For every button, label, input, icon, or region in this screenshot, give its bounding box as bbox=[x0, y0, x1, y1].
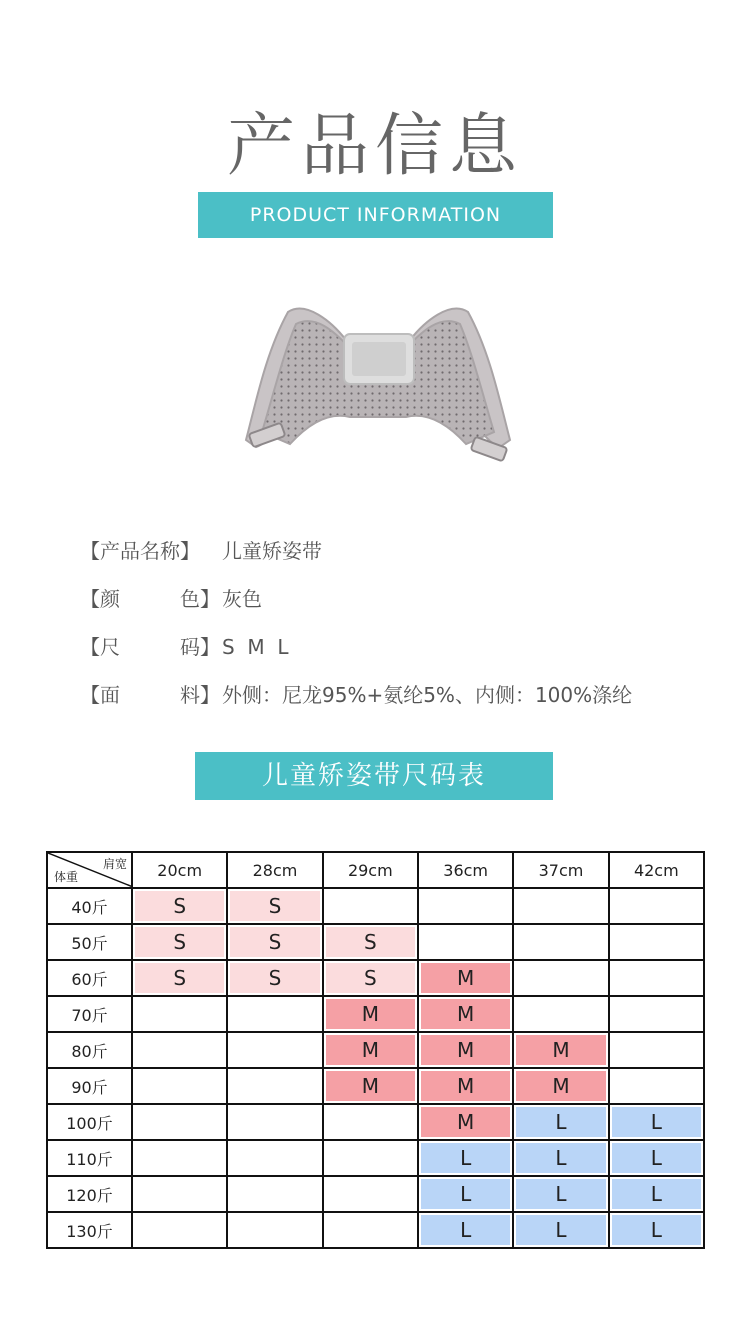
row-header-weight: 50斤 bbox=[47, 924, 132, 960]
size-cell-value: L bbox=[421, 1215, 510, 1245]
size-cell-value: M bbox=[326, 1071, 415, 1101]
size-cell bbox=[609, 888, 704, 924]
size-cell-value bbox=[230, 1035, 319, 1065]
size-cell-value: L bbox=[612, 1143, 701, 1173]
size-cell-value bbox=[326, 891, 415, 921]
row-header-weight: 100斤 bbox=[47, 1104, 132, 1140]
size-cell bbox=[323, 1176, 418, 1212]
posture-corrector-image bbox=[236, 292, 520, 478]
table-row bbox=[47, 1032, 704, 1068]
size-cell-value: L bbox=[421, 1143, 510, 1173]
column-header: 28cm bbox=[227, 852, 322, 888]
size-cell bbox=[132, 960, 227, 996]
size-cell bbox=[227, 1212, 322, 1248]
size-cell bbox=[132, 1032, 227, 1068]
size-cell-value bbox=[612, 999, 701, 1029]
size-cell bbox=[513, 960, 608, 996]
size-cell bbox=[132, 1212, 227, 1248]
corner-label-shoulder: 肩宽 bbox=[102, 857, 127, 871]
size-cell bbox=[418, 1032, 513, 1068]
size-cell-value: M bbox=[516, 1071, 605, 1101]
size-cell-value: S bbox=[135, 963, 224, 993]
size-cell bbox=[513, 1212, 608, 1248]
size-cell-value bbox=[612, 963, 701, 993]
page-title: 产品信息 bbox=[226, 107, 523, 186]
table-row bbox=[47, 960, 704, 996]
size-cell bbox=[227, 1104, 322, 1140]
size-cell bbox=[513, 1176, 608, 1212]
info-key-name: 【产品名称】 bbox=[80, 539, 200, 563]
size-cell-value bbox=[135, 1035, 224, 1065]
size-chart-corner bbox=[47, 852, 132, 888]
size-cell-value: L bbox=[516, 1215, 605, 1245]
size-cell bbox=[132, 924, 227, 960]
size-cell bbox=[513, 1140, 608, 1176]
size-cell bbox=[513, 924, 608, 960]
size-cell bbox=[323, 1104, 418, 1140]
info-row-color bbox=[80, 583, 720, 631]
size-cell-value: M bbox=[516, 1035, 605, 1065]
size-cell-value bbox=[326, 1107, 415, 1137]
size-cell bbox=[323, 1140, 418, 1176]
column-header: 36cm bbox=[418, 852, 513, 888]
size-cell bbox=[418, 1104, 513, 1140]
size-cell bbox=[132, 888, 227, 924]
size-cell bbox=[609, 1140, 704, 1176]
size-cell bbox=[227, 1140, 322, 1176]
size-cell bbox=[227, 1176, 322, 1212]
size-cell-value: S bbox=[230, 927, 319, 957]
size-cell bbox=[513, 888, 608, 924]
size-cell-value: S bbox=[326, 927, 415, 957]
size-cell-value: L bbox=[421, 1179, 510, 1209]
size-cell bbox=[418, 960, 513, 996]
size-cell bbox=[418, 1140, 513, 1176]
size-cell-value bbox=[230, 999, 319, 1029]
size-cell-value bbox=[326, 1143, 415, 1173]
row-header-weight: 60斤 bbox=[47, 960, 132, 996]
size-cell-value: M bbox=[421, 1035, 510, 1065]
table-row bbox=[47, 888, 704, 924]
info-row-size bbox=[80, 631, 720, 679]
size-cell-value bbox=[230, 1143, 319, 1173]
size-cell-value bbox=[516, 891, 605, 921]
table-row bbox=[47, 924, 704, 960]
size-cell bbox=[513, 1032, 608, 1068]
size-cell-value bbox=[612, 1071, 701, 1101]
size-cell-value bbox=[421, 927, 510, 957]
column-header: 29cm bbox=[323, 852, 418, 888]
size-cell bbox=[323, 1032, 418, 1068]
size-cell-value bbox=[135, 1215, 224, 1245]
size-cell bbox=[418, 996, 513, 1032]
size-cell bbox=[513, 996, 608, 1032]
size-cell bbox=[609, 960, 704, 996]
size-cell-value: S bbox=[230, 963, 319, 993]
size-cell bbox=[227, 924, 322, 960]
size-cell bbox=[227, 960, 322, 996]
size-cell bbox=[609, 1176, 704, 1212]
table-row bbox=[47, 1212, 704, 1248]
size-cell-value: S bbox=[326, 963, 415, 993]
size-cell bbox=[227, 1068, 322, 1104]
size-cell bbox=[609, 1032, 704, 1068]
size-cell bbox=[418, 924, 513, 960]
size-cell-value bbox=[135, 1179, 224, 1209]
size-cell bbox=[609, 1068, 704, 1104]
table-row bbox=[47, 1104, 704, 1140]
table-row bbox=[47, 1140, 704, 1176]
size-cell-value bbox=[135, 999, 224, 1029]
size-cell bbox=[609, 1104, 704, 1140]
info-row-material bbox=[80, 679, 720, 727]
size-chart-table bbox=[46, 851, 705, 1249]
size-cell bbox=[132, 1068, 227, 1104]
size-cell bbox=[323, 996, 418, 1032]
size-cell-value: M bbox=[421, 963, 510, 993]
size-cell-value bbox=[135, 1143, 224, 1173]
size-cell bbox=[323, 960, 418, 996]
size-cell-value: L bbox=[612, 1179, 701, 1209]
product-info-list bbox=[80, 535, 720, 727]
table-row bbox=[47, 996, 704, 1032]
info-key-material: 【面 料】 bbox=[80, 683, 220, 707]
size-cell-value: S bbox=[230, 891, 319, 921]
size-cell bbox=[227, 996, 322, 1032]
size-cell-value: M bbox=[421, 1071, 510, 1101]
size-cell-value: M bbox=[326, 1035, 415, 1065]
size-cell-value bbox=[230, 1107, 319, 1137]
column-header: 42cm bbox=[609, 852, 704, 888]
size-cell bbox=[418, 888, 513, 924]
size-cell-value bbox=[326, 1179, 415, 1209]
size-cell bbox=[227, 888, 322, 924]
size-cell-value bbox=[135, 1071, 224, 1101]
info-row-name bbox=[80, 535, 720, 583]
size-chart-header-row bbox=[47, 852, 704, 888]
info-value-size: S M L bbox=[222, 635, 289, 659]
size-cell-value bbox=[516, 927, 605, 957]
size-cell-value bbox=[135, 1107, 224, 1137]
size-cell bbox=[609, 996, 704, 1032]
size-cell bbox=[132, 1176, 227, 1212]
row-header-weight: 130斤 bbox=[47, 1212, 132, 1248]
size-cell-value: L bbox=[612, 1215, 701, 1245]
size-cell bbox=[418, 1176, 513, 1212]
size-cell-value: L bbox=[516, 1143, 605, 1173]
corner-label-weight: 体重 bbox=[54, 870, 79, 884]
size-cell bbox=[227, 1032, 322, 1068]
row-header-weight: 40斤 bbox=[47, 888, 132, 924]
size-cell bbox=[323, 888, 418, 924]
size-cell bbox=[418, 1068, 513, 1104]
row-header-weight: 80斤 bbox=[47, 1032, 132, 1068]
table-row bbox=[47, 1068, 704, 1104]
size-cell-value bbox=[516, 999, 605, 1029]
info-value-name: 儿童矫姿带 bbox=[222, 539, 322, 563]
size-cell-value bbox=[612, 1035, 701, 1065]
size-cell bbox=[323, 924, 418, 960]
size-cell-value bbox=[230, 1071, 319, 1101]
size-cell-value bbox=[230, 1215, 319, 1245]
row-header-weight: 120斤 bbox=[47, 1176, 132, 1212]
size-cell-value: L bbox=[516, 1107, 605, 1137]
size-cell-value: M bbox=[421, 999, 510, 1029]
size-cell bbox=[132, 996, 227, 1032]
size-cell-value bbox=[516, 963, 605, 993]
size-cell-value bbox=[612, 891, 701, 921]
row-header-weight: 90斤 bbox=[47, 1068, 132, 1104]
size-cell bbox=[513, 1068, 608, 1104]
table-row bbox=[47, 1176, 704, 1212]
size-cell-value bbox=[326, 1215, 415, 1245]
size-cell-value: L bbox=[612, 1107, 701, 1137]
column-header: 20cm bbox=[132, 852, 227, 888]
size-cell bbox=[513, 1104, 608, 1140]
size-cell-value: S bbox=[135, 927, 224, 957]
size-cell bbox=[609, 1212, 704, 1248]
size-cell bbox=[323, 1068, 418, 1104]
info-value-color: 灰色 bbox=[222, 587, 262, 611]
info-value-material: 外侧：尼龙95%+氨纶5%、内侧：100%涤纶 bbox=[222, 683, 633, 707]
info-key-size: 【尺 码】 bbox=[80, 635, 220, 659]
size-cell-value: M bbox=[421, 1107, 510, 1137]
column-header: 37cm bbox=[513, 852, 608, 888]
size-cell-value: S bbox=[135, 891, 224, 921]
size-cell-value: M bbox=[326, 999, 415, 1029]
row-header-weight: 70斤 bbox=[47, 996, 132, 1032]
size-cell-value bbox=[230, 1179, 319, 1209]
size-cell-value: L bbox=[516, 1179, 605, 1209]
section-banner-product-info: PRODUCT INFORMATION bbox=[198, 192, 553, 238]
size-cell-value bbox=[612, 927, 701, 957]
size-cell-value bbox=[421, 891, 510, 921]
size-cell bbox=[418, 1212, 513, 1248]
size-cell bbox=[323, 1212, 418, 1248]
info-key-color: 【颜 色】 bbox=[80, 587, 220, 611]
size-cell bbox=[132, 1104, 227, 1140]
row-header-weight: 110斤 bbox=[47, 1140, 132, 1176]
size-cell bbox=[609, 924, 704, 960]
size-cell bbox=[132, 1140, 227, 1176]
size-chart-title: 儿童矫姿带尺码表 bbox=[195, 752, 553, 800]
